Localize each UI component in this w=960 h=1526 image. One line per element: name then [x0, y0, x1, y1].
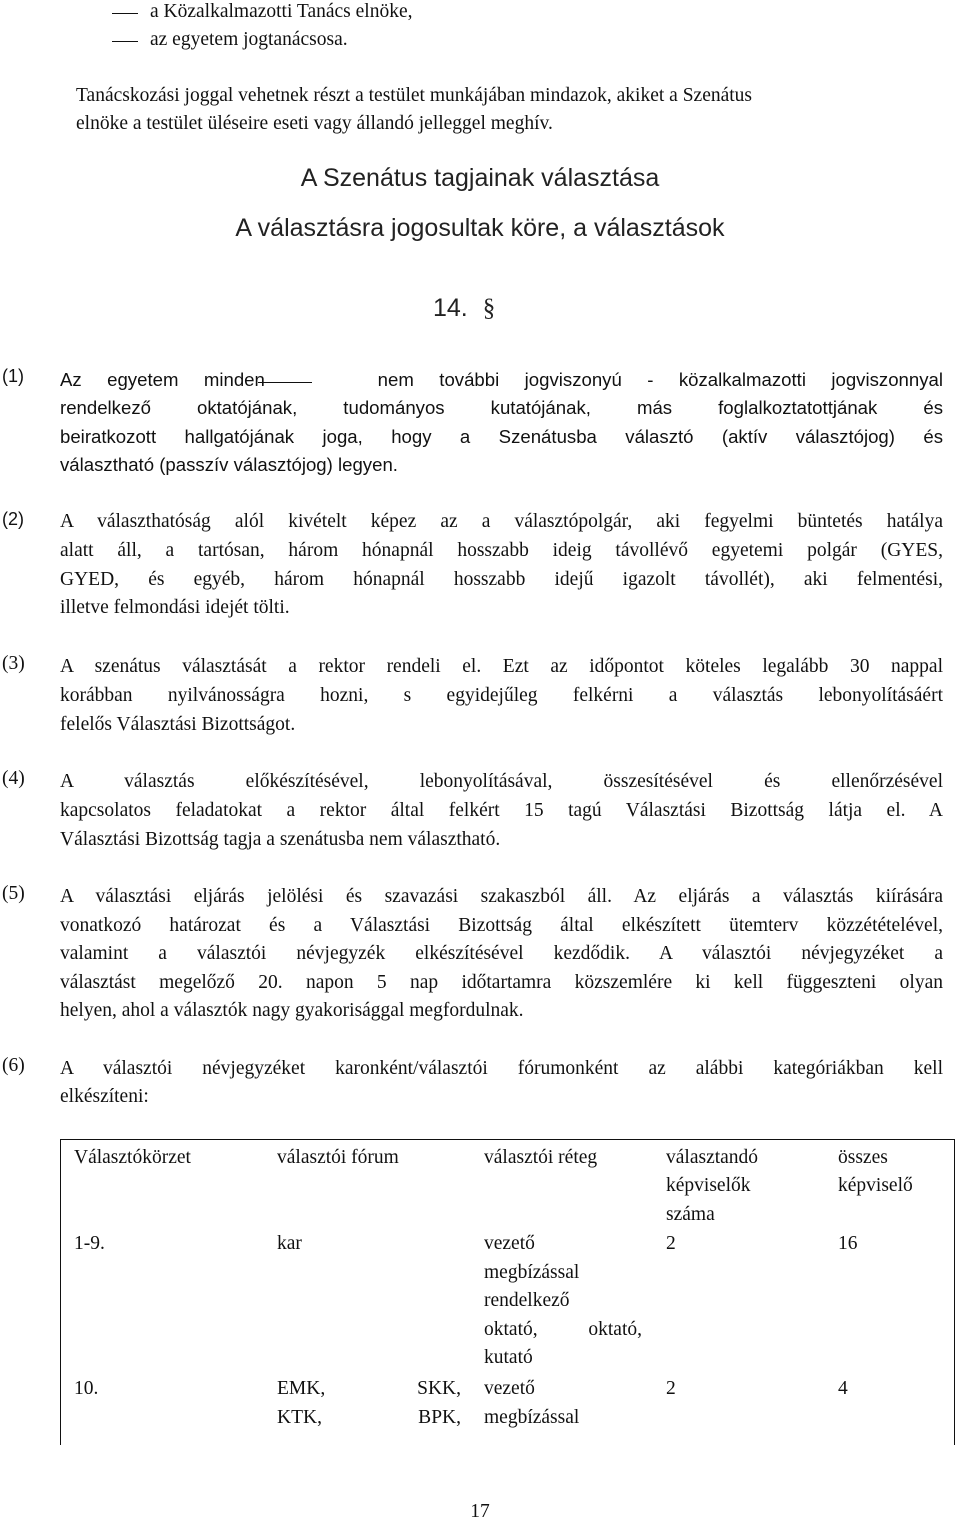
table-row-1-layer: megbízással: [484, 1262, 580, 1283]
table-header-cell: választói réteg: [484, 1147, 598, 1168]
paragraph-5-line-2: vonatkozó határozat és a Választási Bizottság által elkészített ütemterv közzétételével,: [60, 915, 943, 936]
intro-list-item: a Közalkalmazotti Tanács elnöke,: [150, 1, 413, 22]
paragraph-5-line-5: helyen, ahol a választók nagy gyakorisággal megfordulnak.: [60, 1000, 524, 1021]
paragraph-1-line-3: beiratkozott hallgatójának joga, hogy a Szenátusba választó (aktív választójog) és: [60, 426, 943, 447]
paragraph-4-line-2: kapcsolatos feladatokat a rektor által felkért 15 tagú Választási Bizottság látja el. A: [60, 800, 943, 821]
paragraph-2-line-2: alatt áll, a tartósan, három hónapnál hosszabb ideig távollévő egyetemi polgár (GYES,: [60, 540, 943, 561]
paragraph-number: (1): [2, 366, 24, 386]
paragraph-5-line-1: A választási eljárás jelölési és szavazási szakaszból áll. Az eljárás a választás kiírására: [60, 886, 943, 907]
section-symbol: §: [482, 295, 496, 322]
table-header-cell: összes: [838, 1147, 888, 1168]
table-row-1-layer: vezető: [484, 1233, 535, 1254]
table-row-1-total: 16: [838, 1233, 858, 1254]
paragraph-number: (3): [2, 653, 25, 674]
paragraph-4-line-1: A választás előkészítésével, lebonyolításával, összesítésével és ellenőrzésével: [60, 771, 943, 792]
paragraph-2-line-3: GYED, és egyéb, három hónapnál hosszabb idejű igazolt távollét), aki felmentési,: [60, 569, 943, 590]
paragraph-line: [60, 366, 943, 394]
section-number-value: 14.: [433, 294, 468, 322]
table-row-2-to-elect: 2: [666, 1378, 676, 1399]
paragraph-6-line-1: A választói névjegyzéket karonként/választói fórumonként az alábbi kategóriákban kell: [60, 1058, 943, 1079]
table-header-cell: képviselők: [666, 1175, 751, 1196]
table-row-2-forum: EMK, SKK,: [277, 1378, 461, 1399]
table-header-cell: képviselő: [838, 1175, 913, 1196]
table-row-2-layer: megbízással: [484, 1407, 580, 1428]
table-row-1-district: 1-9.: [74, 1233, 105, 1254]
paragraph-2-line-4: illetve felmondási idejét tölti.: [60, 597, 290, 618]
intro-paragraph-line: elnöke a testület üléseire eseti vagy állandó jelleggel meghív.: [76, 113, 553, 134]
paragraph-2-line-1: A választhatóság alól kivételt képez az a választópolgár, aki fegyelmi büntetés hatálya: [60, 511, 943, 532]
table-row-2-district: 10.: [74, 1378, 99, 1399]
table-row-1-layer: rendelkező: [484, 1290, 570, 1311]
table-header-cell: választandó: [666, 1147, 759, 1168]
table-header-cell: száma: [666, 1204, 715, 1225]
list-dash: [112, 41, 138, 42]
section-number: [433, 294, 495, 323]
table-row-1-layer: oktató, oktató,: [484, 1319, 642, 1340]
paragraph-3-line-3: felelős Választási Bizottságot.: [60, 714, 296, 735]
table-row-1-layer: kutató: [484, 1347, 533, 1368]
paragraph-number: (2): [2, 509, 24, 529]
table-row-1-to-elect: 2: [666, 1233, 676, 1254]
page-number: 17: [470, 1501, 490, 1522]
table-row-2-layer: vezető: [484, 1378, 535, 1399]
section-heading: A Szenátus tagjainak választása: [300, 164, 660, 192]
paragraph-4-line-3: Választási Bizottság tagja a szenátusba nem választható.: [60, 829, 501, 850]
table-row-2-total: 4: [838, 1378, 848, 1399]
paragraph-3-line-2: korábban nyilvánosságra hozni, s egyidejűleg felkérni a választás lebonyolításáért: [60, 685, 943, 706]
section-subheading: A választásra jogosultak köre, a választások: [235, 214, 725, 242]
table-header-cell: választói fórum: [277, 1147, 399, 1168]
intro-list-item: az egyetem jogtanácsosa.: [150, 29, 348, 50]
intro-paragraph-line: Tanácskozási joggal vehetnek részt a testület munkájában mindazok, akiket a Szenátus: [76, 85, 753, 106]
paragraph-1-line-1: Az egyetem minden nem további jogviszonyú - közalkalmazotti jogviszonnyal: [60, 369, 943, 390]
paragraph-3-line-1: A szenátus választását a rektor rendeli el. Ezt az időpontot köteles legalább 30 nappal: [60, 656, 943, 677]
list-dash: [112, 13, 138, 14]
inline-dash: [258, 382, 312, 383]
table-row-1-forum: kar: [277, 1233, 302, 1254]
paragraph-5-line-4: választást megelőző 20. napon 5 nap időtartamra közszemlére ki kell függeszteni olyan: [60, 972, 943, 993]
paragraph-1-line-4: választható (passzív választójog) legyen.: [60, 454, 398, 475]
paragraph-number: (5): [2, 883, 25, 904]
paragraph-number: (6): [2, 1055, 25, 1076]
paragraph-number: (4): [2, 768, 25, 789]
table-row-2-forum: KTK, BPK,: [277, 1407, 461, 1428]
paragraph-1-line-2: rendelkező oktatójának, tudományos kutatójának, más foglalkoztatottjának és: [60, 397, 943, 418]
table-header-cell: Választókörzet: [74, 1147, 191, 1168]
paragraph-5-line-3: valamint a választói névjegyzék elkészítésével kezdődik. A választói névjegyzéket a: [60, 943, 943, 964]
paragraph-6-line-2: elkészíteni:: [60, 1086, 149, 1107]
